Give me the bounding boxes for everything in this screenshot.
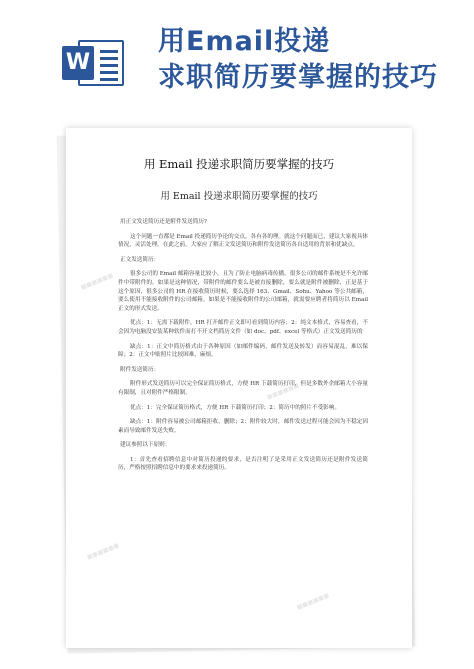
banner-title [158,24,468,96]
body-paragraph: 附件形式发送简历可以完全保证简历格式，方便 HR 下载简历打印，但是多数外企邮箱大小容量有限制，且对附件严格限制。 [118,381,368,396]
section-heading: 附件发送简历： [120,366,160,373]
document-page: ■■■■■■ ■■■■■■ ■■■■■■ ■■■■■■ 用 Email 投递求职简历要掌握的技巧 用 Email 投递求职简历要掌握的技巧 用正文发送简历还是附件发送简历? 这个问题一直都是 Email 投递简历争论的交点，各有各的理。就这个问题而已，建议大家视具体情况，灵活处理。在此之前，大家应了解正文发送简历和附件发送简历各自适用的背景和优缺点。 正文发送简历： 很多公司的 Email 邮箱容量比较小，且为了防止电脑病毒传播，很多公司的邮件系统是不允许邮件中带附件的。如果是这种情况，带附件的邮件要么是被直接删除，要么就是附件被删除，正是基于这个原因，很多公司的 HR 在接收简历时候，要么选择 163、Gmail、Sohu、Yahoo 等公共邮箱，要么使用不能接收附件的公司邮箱。如果是不能接收附件的公司邮箱，就需要应聘者将简历以 Email 正文的形式发送。 优点：1：无需下载附件，HR 打开邮件正文即可看到简历内容；2：纯文本格式，容易查看，不会因为电脑没安装某种软件而打不开文档简历文件（如 doc、pdf、excel 等格式）正文发送简历的 缺点：1：正文中简历格式由于各种原因（如邮件编码，邮件发送及转发）而容易混乱，难以保障；2：正文中贴照片比较困难，麻烦。 附件发送简历： 附件形式发送简历可以完全保证简历格式，方便 HR 下载简历打印，但是多数外企邮箱大小容量有限制，且对附件严格限制。 优点：1：完全保证简历格式，方便 HR 下载简历打印；2：简历中的照片不受影响。 缺点：1：附件容易被公司邮箱拒收、删除；2：附件较大时，邮件发送过程可能会因为不稳定因素而导致邮件发送失败。 建议参照以下原则： 1：首先查看招聘信息中对简历投递的要求，是否注明了是采用正文发送简历还是附件发送简历，严格按照招聘信息中的要求来投递简历。 [66,128,412,648]
body-paragraph: 很多公司的 Email 邮箱容量比较小，且为了防止电脑病毒传播，很多公司的邮件系统是不允许邮件中带附件的。如果是这种情况，带附件的邮件要么是被直接删除，要么就是附件被删除，正是基于这个原因，很多公司的 HR 在接收简历时候，要么选择 163、Gmail、Sohu、Yahoo 等公共邮箱，要么使用不能接收附件的公司邮箱。如果是不能接收附件的公司邮箱，就需要应聘者将简历以 Email 正文的形式发送。 [118,271,369,312]
document-title: 用 Email 投递求职简历要掌握的技巧 [143,157,335,171]
body-paragraph: 缺点：1：附件容易被公司邮箱拒收、删除；2：附件较大时，邮件发送过程可能会因为不稳定因素而导致邮件发送失败。 [118,419,368,434]
body-paragraph: 优点：1：完全保证简历格式，方便 HR 下载简历打印；2：简历中的照片不受影响。 [130,404,340,411]
banner-title-line2: 求职简历要掌握的技巧 [158,62,438,93]
body-paragraph: 这个问题一直都是 Email 投递简历争论的交点，各有各的理。就这个问题而已，建议大家视具体情况，灵活处理。在此之前，大家应了解正文发送简历和附件发送简历各自适用的背景和优缺点。 [118,233,369,249]
body-paragraph: 缺点：1：正文中简历格式由于各种原因（如邮件编码，邮件发送及转发）而容易混乱，难以保障；2：正文中贴照片比较困难，麻烦。 [118,343,368,359]
banner-title-line1: 用Email投递 [158,26,331,57]
body-paragraph: 1：首先查看招聘信息中对简历投递的要求，是否注明了是采用正文发送简历还是附件发送简历，严格按照招聘信息中的要求来投递简历。 [118,456,368,472]
word-icon-letter: W [62,46,94,80]
section-heading: 用正文发送简历还是附件发送简历? [120,219,207,225]
document-body [118,218,368,479]
section-heading: 正文发送简历： [120,256,160,263]
title-banner [0,0,474,120]
section-heading: 建议参照以下原则： [120,442,171,449]
document-subtitle: 用 Email 投递求职简历要掌握的技巧 [160,191,318,202]
word-document-icon [62,38,126,88]
body-paragraph: 优点：1：无需下载附件，HR 打开邮件正文即可看到简历内容；2：纯文本格式，容易查看，不会因为电脑没安装某种软件而打不开文档简历文件（如 doc、pdf、excel 等格式）正文发送简历的 [118,320,368,335]
